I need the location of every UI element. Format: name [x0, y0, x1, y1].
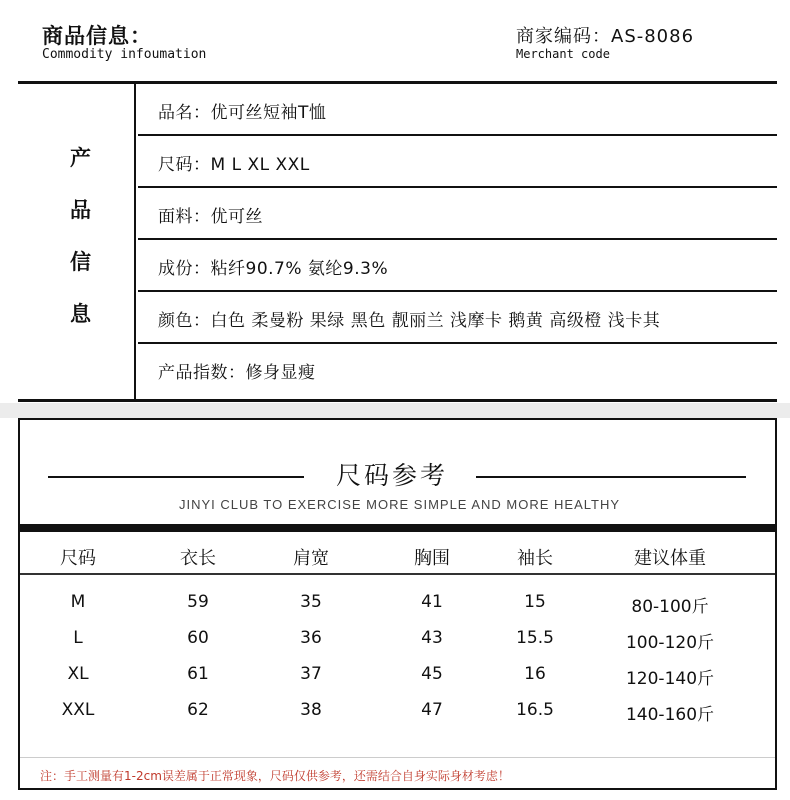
- cell-sleeve: 16: [524, 664, 546, 684]
- info-row-name: [138, 84, 777, 136]
- info-row-text: 品名：优可丝短袖T恤: [158, 103, 327, 123]
- side-label-char: 信: [70, 250, 91, 274]
- info-row-composition: [138, 240, 777, 292]
- cell-sleeve: 15: [524, 592, 546, 612]
- cell-sleeve: 15.5: [516, 628, 554, 648]
- cell-shoulder: 35: [300, 592, 322, 612]
- info-row-text: 面料：优可丝: [158, 207, 263, 227]
- cell-chest: 43: [421, 628, 443, 648]
- cell-weight: 100-120斤: [625, 633, 715, 653]
- info-row-text: 尺码：M L XL XXL: [158, 155, 310, 175]
- commodity-info-panel: [18, 0, 777, 403]
- info-row-size: [138, 136, 777, 188]
- col-header-size: 尺码: [60, 548, 96, 569]
- side-label-char: 息: [70, 302, 91, 326]
- info-row-colors: [138, 292, 777, 344]
- col-header-shoulder: 肩宽: [293, 548, 329, 569]
- commodity-info-title: 商品信息：: [42, 24, 152, 48]
- info-row-text: 产品指数：修身显瘦: [158, 363, 316, 383]
- header-underline: [20, 573, 775, 575]
- side-label-char: 产: [70, 146, 91, 170]
- cell-weight: 80-100斤: [631, 597, 709, 617]
- product-info-side-label: [18, 84, 136, 400]
- title-rule-left: [48, 476, 304, 478]
- cell-shoulder: 37: [300, 664, 322, 684]
- cell-length: 61: [187, 664, 209, 684]
- cell-chest: 45: [421, 664, 443, 684]
- size-chart-title: 尺码参考: [335, 461, 448, 490]
- cell-weight: 140-160斤: [625, 705, 715, 725]
- cell-size: XL: [67, 664, 89, 684]
- info-row-text: 成份：粘纤90.7% 氨纶9.3%: [158, 259, 389, 279]
- cell-size: L: [73, 628, 83, 648]
- size-chart-subtitle: JINYI CLUB TO EXERCISE MORE SIMPLE AND MORE HEALTHY: [178, 497, 621, 512]
- side-label-char: 品: [70, 198, 91, 222]
- cell-length: 59: [187, 592, 209, 612]
- cell-chest: 47: [421, 700, 443, 720]
- cell-sleeve: 16.5: [516, 700, 554, 720]
- cell-weight: 120-140斤: [625, 669, 715, 689]
- col-header-chest: 胸围: [414, 548, 450, 569]
- col-header-weight: 建议体重: [634, 548, 706, 569]
- info-row-text: 颜色：白色 柔曼粉 果绿 黑色 靓丽兰 浅摩卡 鹅黄 高级橙 浅卡其: [158, 311, 661, 331]
- cell-length: 60: [187, 628, 209, 648]
- title-rule-right: [476, 476, 746, 478]
- info-row-fit: [138, 344, 777, 396]
- cell-shoulder: 36: [300, 628, 322, 648]
- col-header-length: 衣长: [180, 548, 216, 569]
- info-body: [18, 84, 777, 402]
- note-separator: [20, 757, 775, 758]
- header-bar: [20, 524, 775, 532]
- section-divider: [0, 403, 790, 418]
- measurement-note: 注：手工测量有1-2cm误差属于正常现象，尺码仅供参考，还需结合自身实际身材考虑！: [40, 769, 510, 783]
- col-header-sleeve: 袖长: [517, 548, 553, 569]
- merchant-code: 商家编码：AS-8086: [516, 26, 695, 47]
- cell-shoulder: 38: [300, 700, 322, 720]
- cell-size: XXL: [61, 700, 95, 720]
- cell-size: M: [70, 592, 86, 612]
- commodity-info-subtitle: Commodity infoumation: [42, 47, 207, 62]
- merchant-code-label: Merchant code: [516, 47, 610, 61]
- cell-length: 62: [187, 700, 209, 720]
- info-row-fabric: [138, 188, 777, 240]
- size-reference-panel: [18, 418, 777, 790]
- cell-chest: 41: [421, 592, 443, 612]
- info-header: [18, 0, 777, 84]
